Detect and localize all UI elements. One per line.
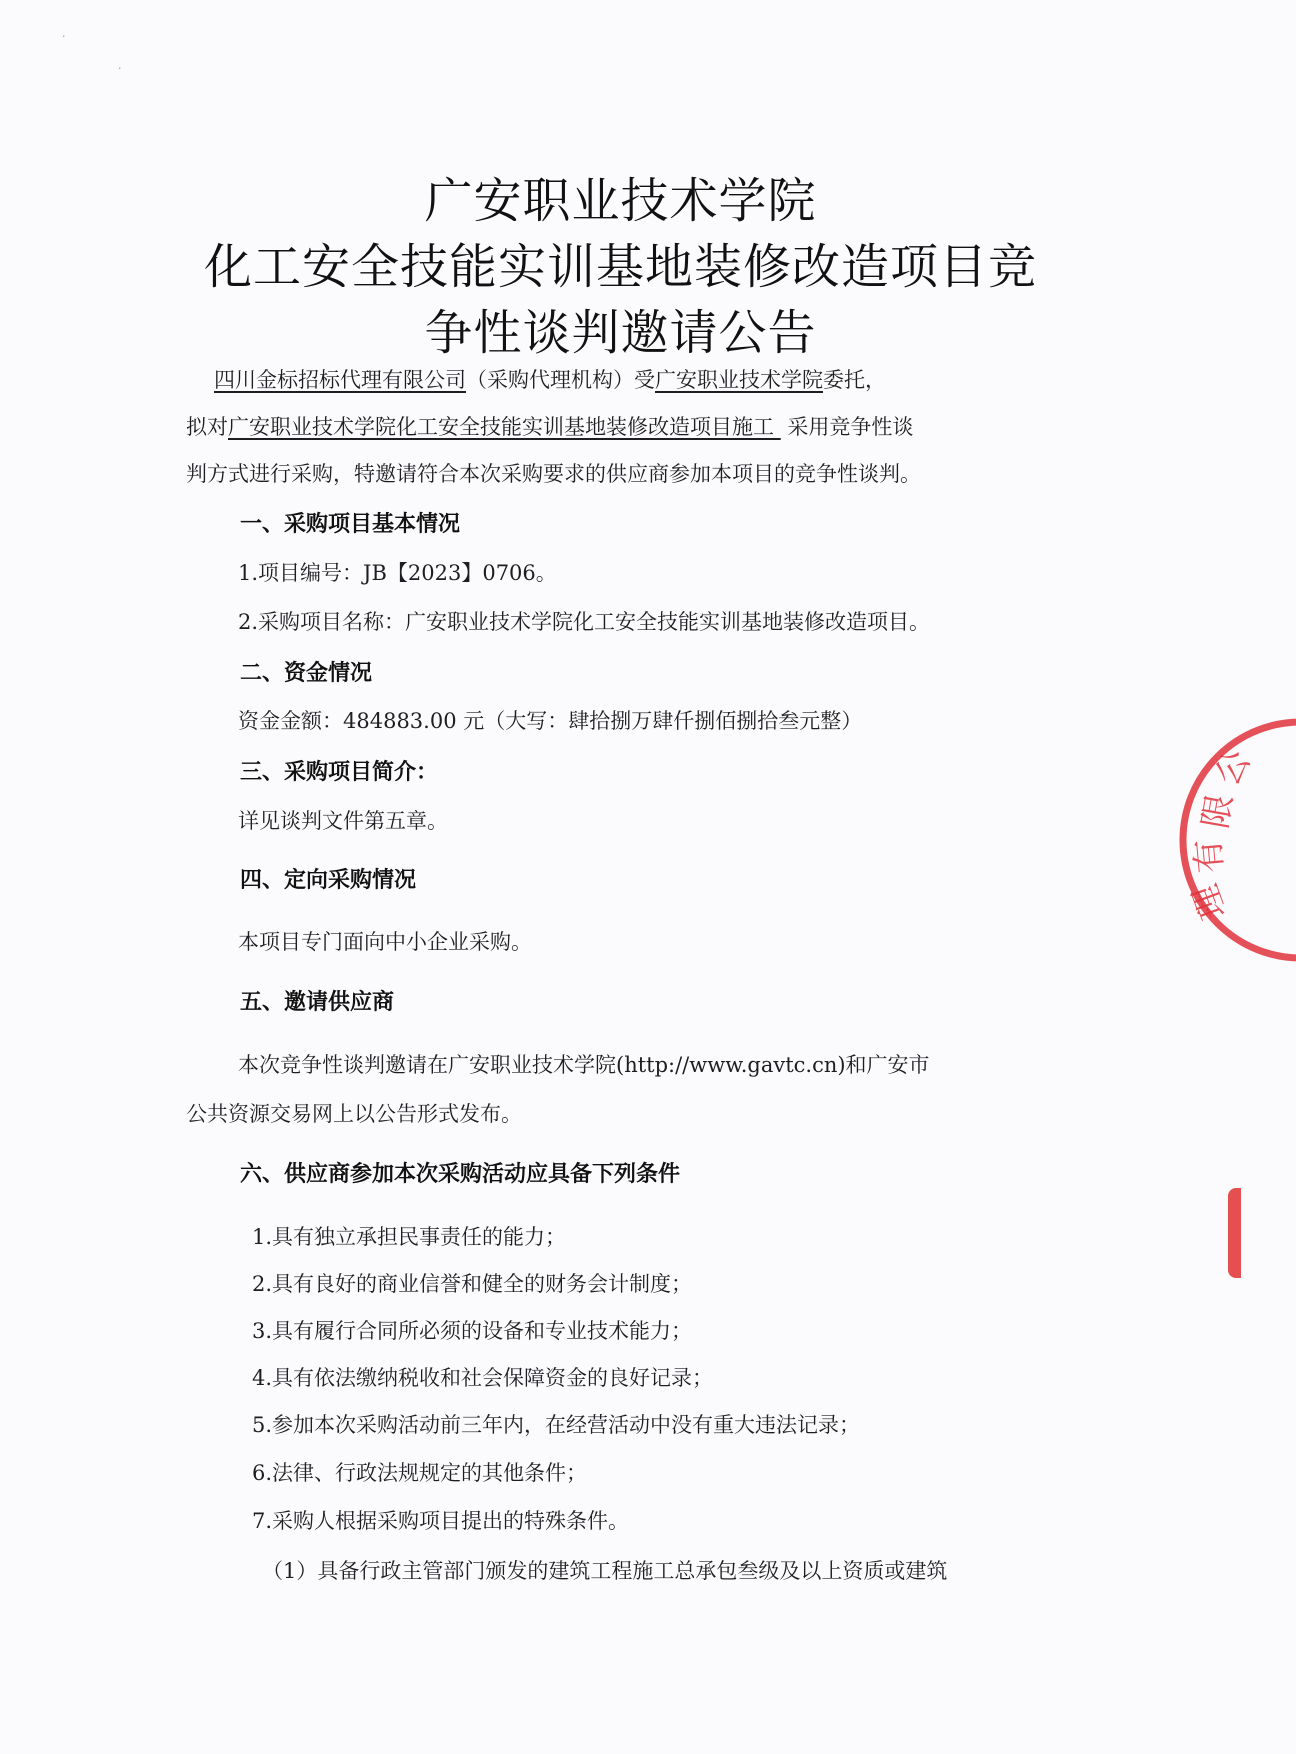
scan-speck: · [118, 62, 122, 75]
scan-speck: · [62, 30, 66, 43]
company-seal [1176, 700, 1296, 980]
intro-prefix: 拟对 [186, 415, 228, 439]
section-3-body: 详见谈判文件第五章。 [238, 809, 448, 833]
project-name: 广安职业技术学院化工安全技能实训基地装修改造项目施工 [228, 415, 774, 439]
section-5-heading: 五、邀请供应商 [240, 990, 395, 1015]
condition-item: 3.具有履行合同所必须的设备和专业技术能力； [252, 1319, 693, 1343]
intro-line-3: 判方式进行采购，特邀请符合本次采购要求的供应商参加本项目的竞争性谈判。 [186, 462, 921, 486]
entrust-text: 委托， [823, 368, 886, 392]
agency-role: （采购代理机构）受 [466, 368, 655, 392]
condition-item: 5.参加本次采购活动前三年内，在经营活动中没有重大违法记录； [252, 1413, 861, 1437]
seal-char: 有 [1188, 837, 1231, 875]
intro-line-1 [214, 365, 886, 395]
condition-item: 4.具有依法缴纳税收和社会保障资金的良好记录； [252, 1366, 714, 1390]
section-1-heading: 一、采购项目基本情况 [240, 512, 461, 537]
section-1-item-2: 2.采购项目名称：广安职业技术学院化工安全技能实训基地装修改造项目。 [238, 610, 931, 634]
condition-item: 1.具有独立承担民事责任的能力； [252, 1225, 567, 1249]
section-3-heading: 三、采购项目简介： [240, 760, 439, 785]
condition-item: 7.采购人根据采购项目提出的特殊条件。 [252, 1509, 630, 1533]
section-1-item-1: 1.项目编号：JB【2023】0706。 [238, 561, 557, 585]
agency-name: 四川金标招标代理有限公司 [214, 368, 466, 392]
section-2-body: 资金金额：484883.00 元（大写：肆拾捌万肆仟捌佰捌拾叁元整） [238, 709, 863, 733]
condition-item: 6.法律、行政法规规定的其他条件； [252, 1461, 588, 1485]
title-line-3: 争性谈判邀请公告 [424, 305, 817, 361]
intro-suffix: 采用竞争性谈 [787, 415, 914, 439]
section-2-heading: 二、资金情况 [240, 661, 373, 686]
section-4-body: 本项目专门面向中小企业采购。 [238, 930, 532, 954]
section-5-body-1: 本次竞争性谈判邀请在广安职业技术学院(http://www.gavtc.cn)和广安市 [238, 1053, 930, 1077]
condition-sub-item: （1）具备行政主管部门颁发的建筑工程施工总承包叁级及以上资质或建筑 [262, 1559, 948, 1583]
client-name: 广安职业技术学院 [655, 368, 823, 392]
condition-item: 2.具有良好的商业信誉和健全的财务会计制度； [252, 1272, 693, 1296]
section-5-body-2: 公共资源交易网上以公告形式发布。 [186, 1102, 522, 1126]
intro-line-2 [186, 412, 913, 442]
section-4-heading: 四、定向采购情况 [240, 868, 417, 893]
title-line-2: 化工安全技能实训基地装修改造项目竞 [203, 239, 1037, 295]
seal-char: 限 [1195, 791, 1241, 832]
seal-edge-mark [1228, 1188, 1241, 1278]
section-6-heading: 六、供应商参加本次采购活动应具备下列条件 [240, 1162, 681, 1187]
title-line-1: 广安职业技术学院 [424, 173, 817, 229]
seal-char: 公 [1207, 743, 1259, 793]
seal-char: 理 [1185, 878, 1235, 925]
